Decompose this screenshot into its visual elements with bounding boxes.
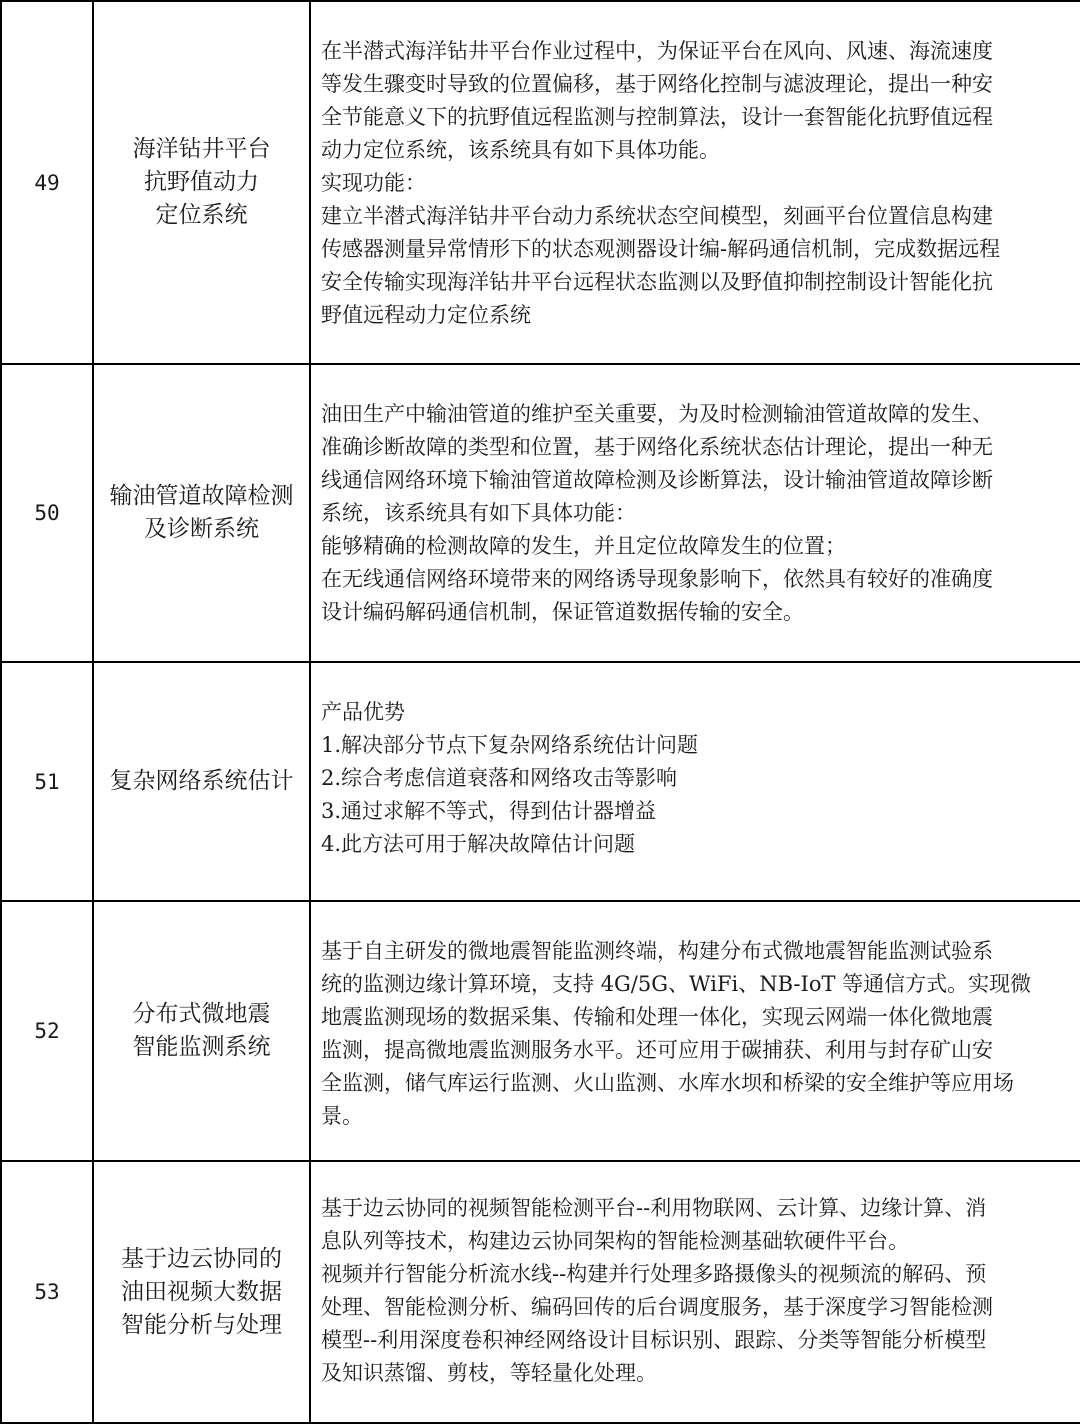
item-name (93, 364, 310, 662)
item-name-line: 基于边云协同的 (121, 1245, 282, 1272)
table-row (1, 901, 1080, 1161)
row-number: 52 (1, 901, 93, 1161)
description-line: 基于边云协同的视频智能检测平台--利用物联网、云计算、边缘计算、消 (321, 1196, 987, 1220)
item-name-line: 抗野值动力 (144, 169, 259, 195)
description-line: 1.解决部分节点下复杂网络系统估计问题 (321, 733, 699, 757)
description-line: 及知识蒸馏、剪枝，等轻量化处理。 (321, 1361, 657, 1385)
description-line: 系统，该系统具有如下具体功能： (321, 501, 636, 525)
description-line: 产品优势 (321, 700, 405, 724)
item-name-line: 智能分析与处理 (121, 1311, 282, 1338)
item-name-line: 定位系统 (155, 202, 248, 228)
item-name-line: 复杂网络系统估计 (109, 768, 294, 794)
description-line: 4.此方法可用于解决故障估计问题 (321, 832, 636, 856)
item-description (310, 1161, 1080, 1423)
row-number: 49 (1, 1, 93, 364)
description-line: 设计编码解码通信机制，保证管道数据传输的安全。 (321, 600, 804, 624)
item-name-line: 及诊断系统 (144, 516, 259, 542)
item-name (93, 1, 310, 364)
table-row (1, 1, 1080, 364)
description-line: 动力定位系统，该系统具有如下具体功能。 (321, 138, 720, 162)
row-number: 50 (1, 364, 93, 662)
description-line: 传感器测量异常情形下的状态观测器设计编-解码通信机制，完成数据远程 (321, 237, 1001, 261)
description-line: 监测，提高微地震监测服务水平。还可应用于碳捕获、利用与封存矿山安 (321, 1038, 993, 1062)
description-line: 基于自主研发的微地震智能监测终端，构建分布式微地震智能监测试验系 (321, 939, 993, 963)
description-line: 等发生骤变时导致的位置偏移，基于网络化控制与滤波理论，提出一种安 (321, 72, 993, 96)
description-line: 安全传输实现海洋钻井平台远程状态监测以及野值抑制控制设计智能化抗 (321, 270, 993, 294)
row-number: 53 (1, 1161, 93, 1423)
description-line: 景。 (321, 1104, 363, 1128)
description-line: 准确诊断故障的类型和位置，基于网络化系统状态估计理论，提出一种无 (321, 435, 993, 459)
description-line: 线通信网络环境下输油管道故障检测及诊断算法，设计输油管道故障诊断 (321, 468, 993, 492)
item-name (93, 901, 310, 1161)
item-name-line: 海洋钻井平台 (132, 136, 271, 162)
item-name-line: 油田视频大数据 (121, 1278, 282, 1305)
item-name (93, 1161, 310, 1423)
description-line: 油田生产中输油管道的维护至关重要，为及时检测输油管道故障的发生、 (321, 402, 993, 426)
table-row (1, 1161, 1080, 1423)
item-name-line: 分布式微地震 (132, 1001, 271, 1027)
item-description (310, 901, 1080, 1161)
item-name-line: 智能监测系统 (132, 1034, 271, 1060)
description-line: 野值远程动力定位系统 (321, 303, 531, 327)
description-line: 2.综合考虑信道衰落和网络攻击等影响 (321, 766, 678, 790)
description-line: 息队列等技术，构建边云协同架构的智能检测基础软硬件平台。 (321, 1229, 909, 1253)
item-name (93, 662, 310, 901)
description-line: 能够精确的检测故障的发生，并且定位故障发生的位置； (321, 534, 846, 558)
item-description (310, 1, 1080, 364)
description-line: 实现功能： (321, 171, 426, 195)
description-line: 在无线通信网络环境带来的网络诱导现象影响下，依然具有较好的准确度 (321, 567, 993, 591)
table-row (1, 662, 1080, 901)
description-line: 在半潜式海洋钻井平台作业过程中，为保证平台在风向、风速、海流速度 (321, 39, 993, 63)
item-description (310, 662, 1080, 901)
description-line: 3.通过求解不等式，得到估计器增益 (321, 799, 657, 823)
description-line: 统的监测边缘计算环境，支持 4G/5G、WiFi、NB-IoT 等通信方式。实现微 (321, 972, 1032, 996)
description-line: 视频并行智能分析流水线--构建并行处理多路摄像头的视频流的解码、预 (321, 1262, 987, 1286)
description-line: 全节能意义下的抗野值远程监测与控制算法，设计一套智能化抗野值远程 (321, 105, 993, 129)
description-line: 全监测，储气库运行监测、火山监测、水库水坝和桥梁的安全维护等应用场 (321, 1071, 1014, 1095)
item-description (310, 364, 1080, 662)
table-row (1, 364, 1080, 662)
item-name-line: 输油管道故障检测 (109, 483, 294, 509)
description-line: 模型--利用深度卷积神经网络设计目标识别、跟踪、分类等智能分析模型 (321, 1328, 987, 1352)
description-line: 处理、智能检测分析、编码回传的后台调度服务，基于深度学习智能检测 (321, 1295, 993, 1319)
description-line: 地震监测现场的数据采集、传输和处理一体化，实现云网端一体化微地震 (321, 1005, 993, 1029)
row-number: 51 (1, 662, 93, 901)
description-line: 建立半潜式海洋钻井平台动力系统状态空间模型，刻画平台位置信息构建 (321, 204, 993, 228)
